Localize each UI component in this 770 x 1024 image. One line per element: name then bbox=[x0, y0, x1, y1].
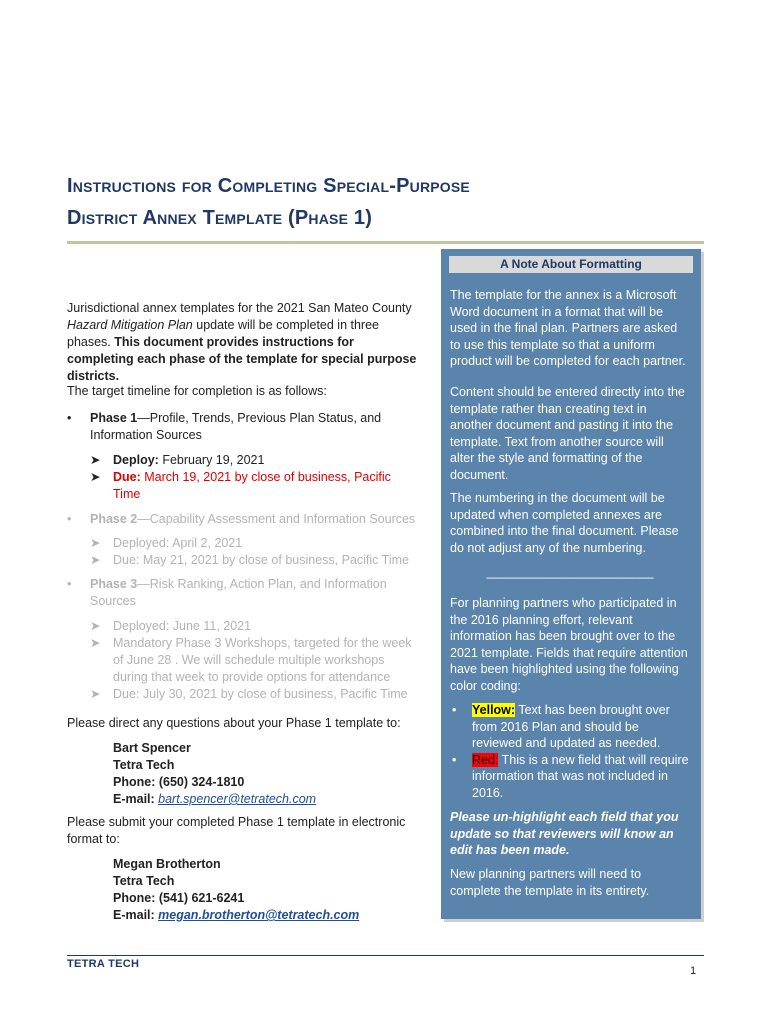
color-coding-red bbox=[450, 752, 690, 802]
contact-org: Tetra Tech bbox=[113, 758, 175, 772]
contact-name: Megan Brotherton bbox=[113, 857, 221, 871]
bullet-icon: • bbox=[67, 411, 72, 425]
sidebar-separator: ________________________ bbox=[486, 565, 654, 579]
title-line-1: Instructions for Completing Special-Purpose bbox=[67, 175, 470, 197]
email-label: E-mail: bbox=[113, 792, 159, 806]
contact-name: Bart Spencer bbox=[113, 741, 191, 755]
bullet-icon: • bbox=[452, 703, 457, 717]
bullet-icon: • bbox=[67, 577, 72, 591]
title-line-2: District Annex Template (Phase 1) bbox=[67, 207, 373, 229]
phase-3-workshops-text: Mandatory Phase 3 Workshops, targeted for the week of June 28 . We will schedule multiple workshops during that week to provide options for attendance bbox=[113, 636, 412, 684]
plan-name: Hazard Mitigation Plan bbox=[67, 318, 193, 332]
contact-email-row bbox=[113, 791, 413, 808]
color-coding-list bbox=[450, 702, 690, 801]
due-date: March 19, 2021 by close of business, Pacific Time bbox=[113, 470, 391, 501]
questions-intro: Please direct any questions about your Phase 1 template to: bbox=[67, 716, 401, 730]
phase-1-name: Phase 1 bbox=[90, 411, 138, 425]
phase-3-name: Phase 3 bbox=[90, 577, 138, 591]
phase-3-deployed-text: Deployed: June 11, 2021 bbox=[113, 619, 252, 633]
yellow-description: Text has been brought over from 2016 Plan and should be reviewed and updated as needed. bbox=[472, 703, 670, 750]
submit-intro: Please submit your completed Phase 1 template in electronic format to: bbox=[67, 815, 406, 846]
arrow-bullet-icon: ➤ bbox=[90, 453, 101, 467]
sidebar-paragraph-template: The template for the annex is a Microsoft Word document in a format that will be used in the final plan. Partners are asked to use this template so that a uniform product will be completed for each partner. bbox=[450, 288, 686, 368]
contact-org: Tetra Tech bbox=[113, 874, 175, 888]
email-link[interactable]: megan.brotherton@tetratech.com bbox=[158, 908, 360, 922]
due-label: Due: bbox=[113, 470, 141, 484]
intro-paragraph bbox=[67, 300, 422, 385]
intro-bold-text: This document provides instructions for completing each phase of the template for special purpose districts. bbox=[67, 335, 417, 383]
email-label: E-mail: bbox=[113, 908, 159, 922]
footer-brand: TETRA TECH bbox=[67, 958, 140, 970]
contact-phone: Phone: (541) 621-6241 bbox=[113, 891, 245, 905]
contact-email-row bbox=[113, 907, 413, 924]
phase-3-desc: —Risk Ranking, Action Plan, and Information Sources bbox=[90, 577, 387, 608]
intro-text-2: update will be completed in three phases. bbox=[67, 318, 379, 349]
red-description: This is a new field that will require information that was not included in 2016. bbox=[472, 752, 689, 800]
formatting-note-sidebar bbox=[441, 249, 701, 919]
phase-2-desc: —Capability Assessment and Information Sources bbox=[137, 512, 416, 526]
red-tag: Red: bbox=[472, 752, 499, 767]
sidebar-paragraph-content: Content should be entered directly into the template rather than creating text in another document and pasting it into the template. Text from another source will alter the style and formatting of the document. bbox=[450, 385, 685, 482]
contact-card-megan bbox=[113, 856, 413, 924]
phase-2-due-text: Due: May 21, 2021 by close of business, Pacific Time bbox=[113, 553, 409, 567]
email-link[interactable]: bart.spencer@tetratech.com bbox=[158, 792, 317, 806]
bullet-icon: • bbox=[67, 512, 72, 526]
page-number: 1 bbox=[690, 965, 697, 977]
arrow-bullet-icon: ➤ bbox=[90, 687, 101, 701]
arrow-bullet-icon: ➤ bbox=[90, 553, 101, 567]
yellow-tag: Yellow: bbox=[472, 703, 516, 717]
contact-phone: Phone: (650) 324-1810 bbox=[113, 775, 245, 789]
arrow-bullet-icon: ➤ bbox=[90, 619, 101, 633]
document-title bbox=[67, 170, 707, 234]
bullet-icon: • bbox=[452, 752, 457, 767]
title-divider bbox=[67, 241, 704, 244]
contact-card-bart bbox=[113, 740, 413, 808]
sidebar-paragraph-numbering: The numbering in the document will be updated when completed annexes are combined into the final document. Please do not adjust any of the numbering. bbox=[450, 491, 679, 555]
color-coding-yellow bbox=[450, 702, 690, 752]
arrow-bullet-icon: ➤ bbox=[90, 470, 101, 484]
phase-3-due-text: Due: July 30, 2021 by close of business, Pacific Time bbox=[113, 687, 408, 701]
footer-divider bbox=[67, 955, 704, 956]
arrow-bullet-icon: ➤ bbox=[90, 536, 101, 550]
sidebar-heading: A Note About Formatting bbox=[449, 256, 693, 273]
phase-2-name: Phase 2 bbox=[90, 512, 138, 526]
timeline-intro: The target timeline for completion is as follows: bbox=[67, 384, 327, 398]
intro-text-1: Jurisdictional annex templates for the 2021 San Mateo County bbox=[67, 301, 412, 315]
sidebar-new-partners-note: New planning partners will need to complete the template in its entirety. bbox=[450, 867, 650, 898]
arrow-bullet-icon: ➤ bbox=[90, 636, 101, 650]
deploy-date: February 19, 2021 bbox=[158, 453, 265, 467]
phase-1-desc: —Profile, Trends, Previous Plan Status, and Information Sources bbox=[90, 411, 382, 442]
phase-2-deployed-text: Deployed: April 2, 2021 bbox=[113, 536, 243, 550]
sidebar-paragraph-color-coding: For planning partners who participated in the 2016 planning effort, relevant information has been brought over to the 2021 template. Fields that require attention have been highlighted using the following color coding: bbox=[450, 596, 688, 693]
deploy-label: Deploy: bbox=[113, 453, 159, 467]
sidebar-unhighlight-note: Please un-highlight each field that you update so that reviewers will know an edit has been made. bbox=[450, 810, 679, 857]
